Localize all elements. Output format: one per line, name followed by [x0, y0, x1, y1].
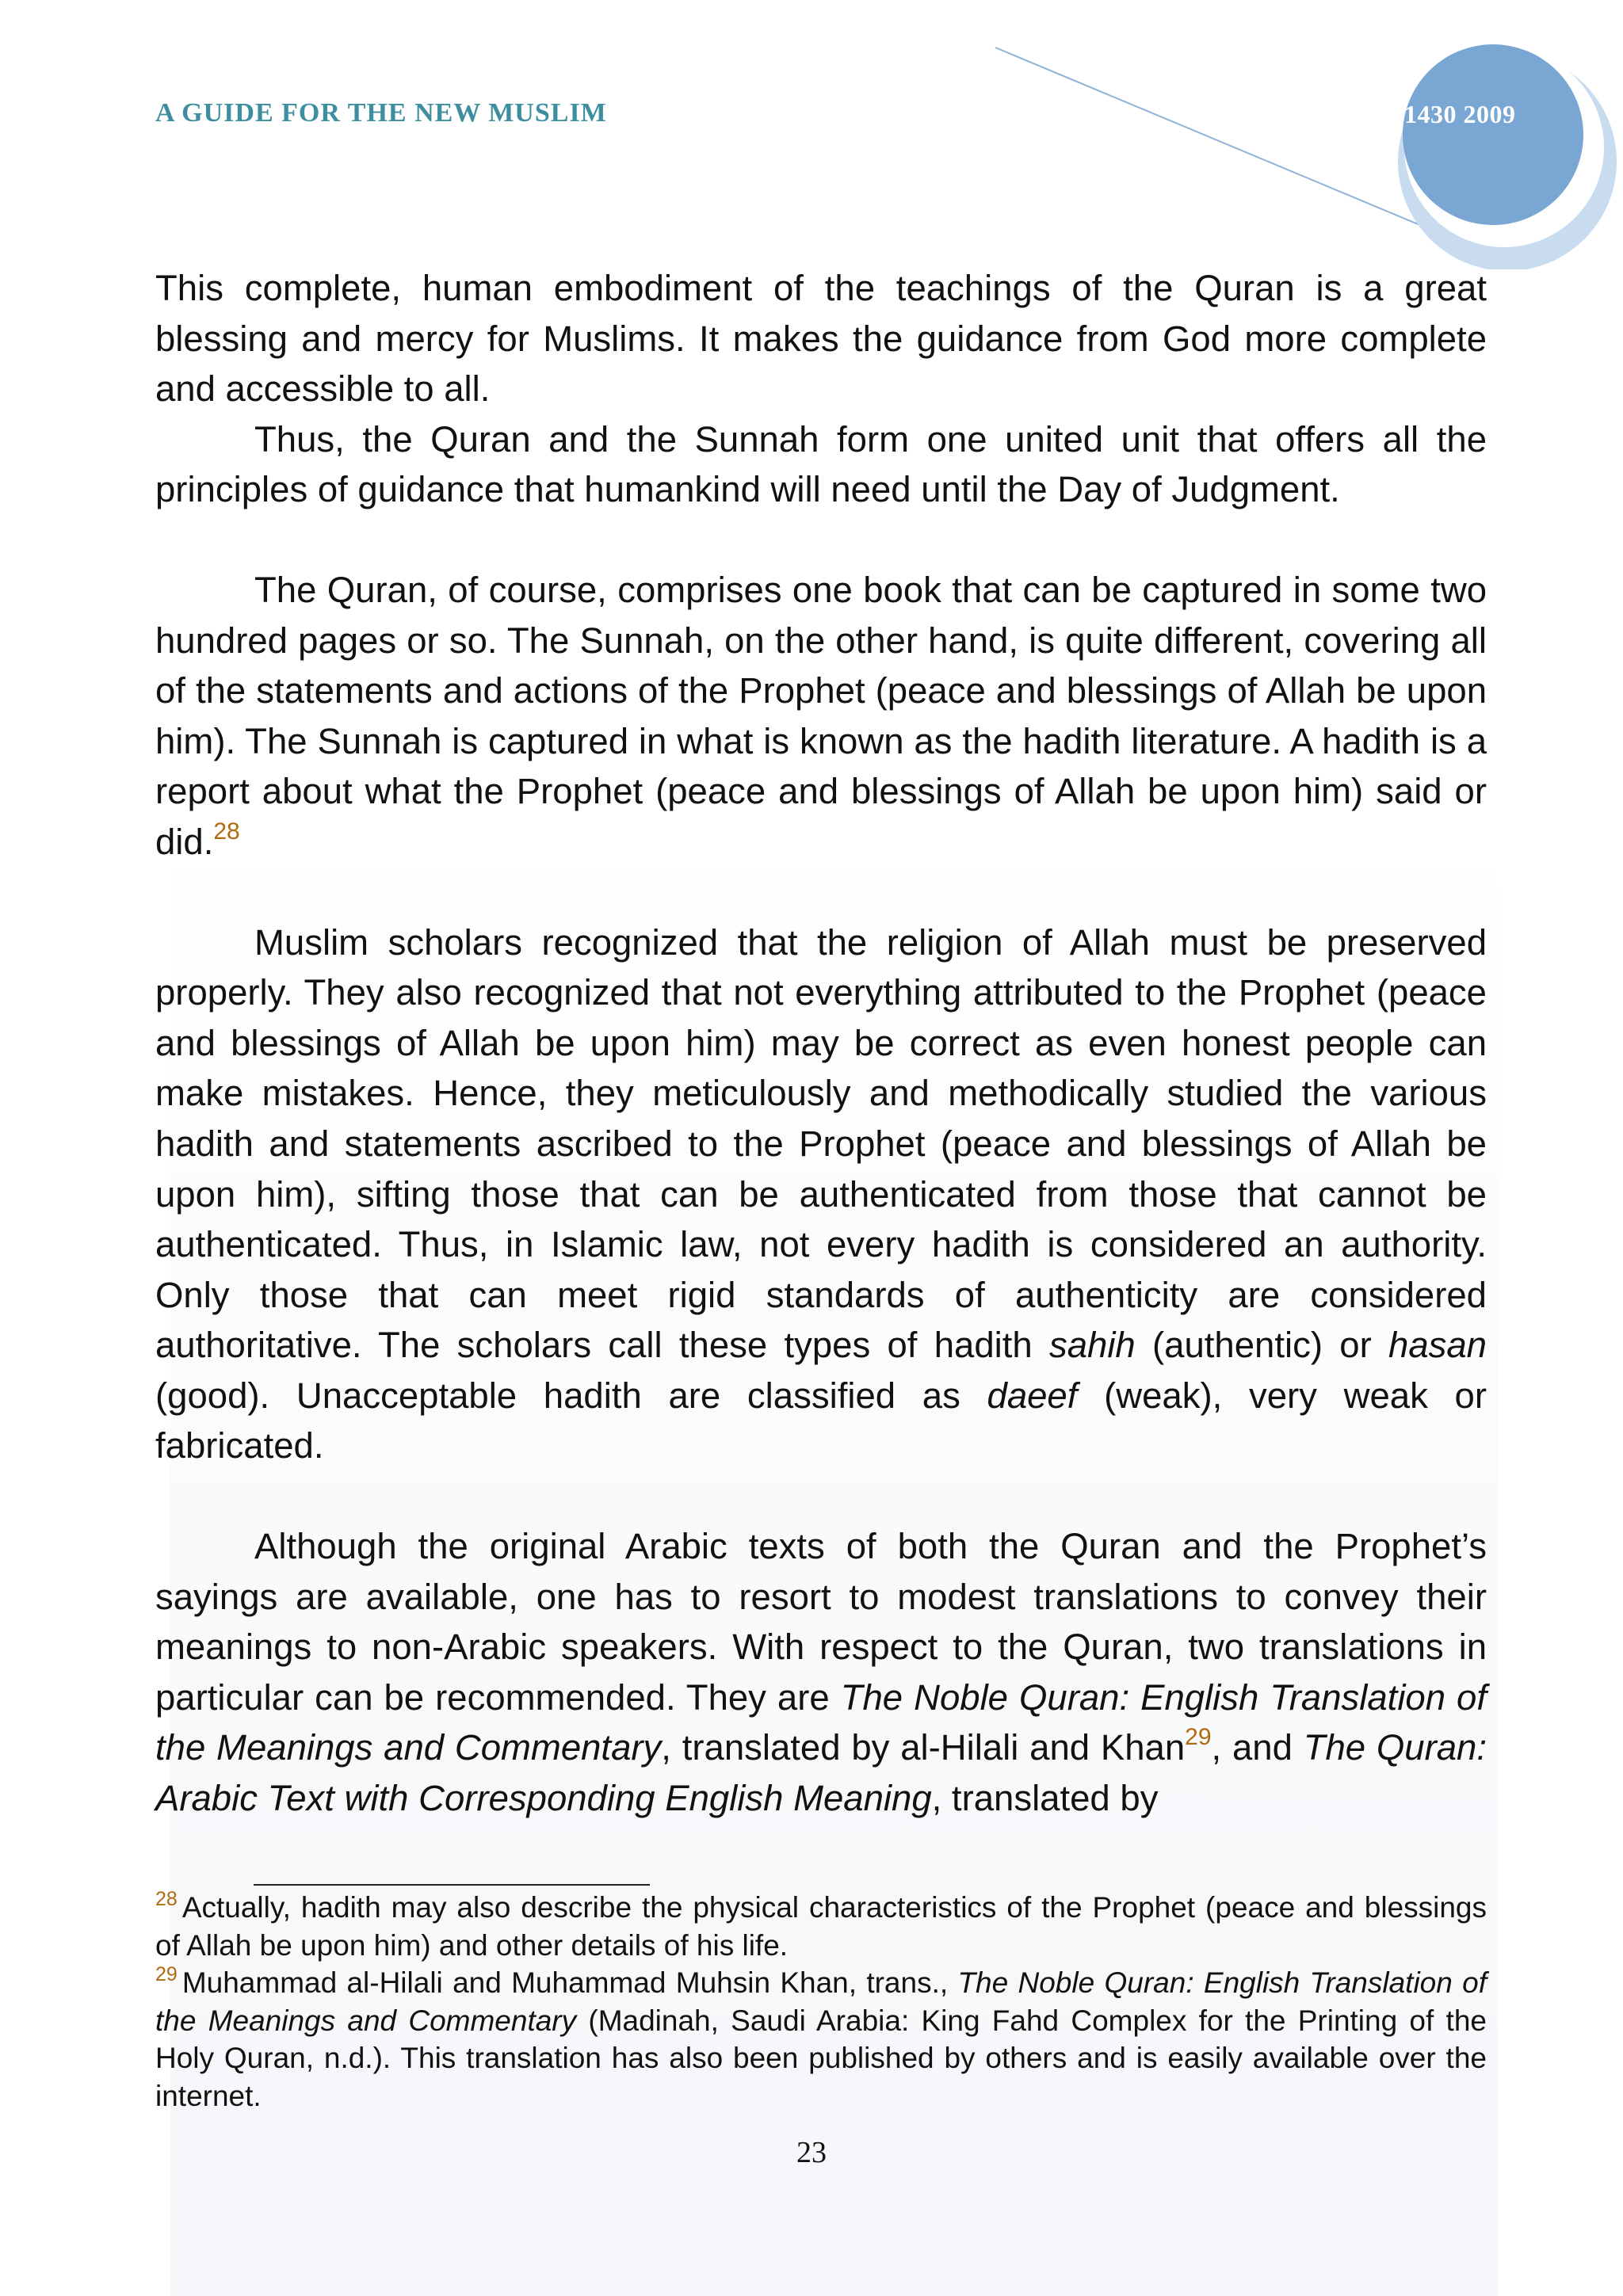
page-body: [155, 263, 1487, 1824]
paragraph-2: Thus, the Quran and the Sunnah form one united unit that offers all the principles of guidance that humankind will need until the Day of Judgment.: [155, 418, 1487, 510]
footnote-28-text: Actually, hadith may also describe the physical characteristics of the Prophet (peace and blessings of Allah be upon him) and other details of his life.: [155, 1891, 1487, 1962]
footnote-29-text-b: (Madinah, Saudi Arabia: King Fahd Complex for the Printing of the Holy Quran, n.d.). This translation has also been published by others and is easily available over the internet.: [155, 2004, 1487, 2112]
paragraph-5-text-d: , translated by: [931, 1778, 1159, 1819]
footnote-28-number: 28: [155, 1888, 178, 1910]
footnote-28: [155, 1889, 1487, 1964]
footnote-ref-28[interactable]: 28: [213, 818, 240, 845]
footnote-29-number: 29: [155, 1963, 178, 1985]
paragraph-5-text-c: , and: [1211, 1727, 1304, 1768]
footnote-29: [155, 1964, 1487, 2115]
paragraph-gap: [155, 868, 1487, 917]
footnotes: [155, 1889, 1487, 2115]
term-daeef: daeef: [987, 1375, 1078, 1416]
footnote-29-book-title: The Noble Quran: English Translation of the Meanings and Commentary: [155, 1966, 1487, 2037]
book-title-quran-arabic-text: The Quran: Arabic Text with Corresponding English Meaning: [155, 1727, 1487, 1819]
paragraph-4-text-b: (authentic) or: [1135, 1325, 1389, 1366]
header-circle-inner: [1403, 44, 1583, 225]
paragraph-4-text-a: Muslim scholars recognized that the religion of Allah must be preserved properly. They also recognized that not everything attributed to the Prophet (peace and blessings of Allah be upon him) may be correct as even honest people can make mistakes. Hence, they meticulously and methodically studied the various hadith and statements ascribed to the Prophet (peace and blessings of Allah be upon him), sifting those that can be authenticated from those that cannot be authenticated. Thus, in Islamic law, not every hadith is considered an authority. Only those that can meet rigid standards of authenticity are considered authoritative. The scholars call these types of hadith: [155, 921, 1487, 1366]
header-year: 1430 2009: [1404, 100, 1516, 128]
footnote-separator: [254, 1884, 650, 1886]
header-diagonal-line: [995, 48, 1450, 238]
paragraph-3-text: The Quran, of course, comprises one book that can be captured in some two hundred pages or so. The Sunnah, on the other hand, is quite different, covering all of the statements and actions of the Prophet (peace and blessings of Allah be upon him). The Sunnah is captured in what is known as the hadith literature. A hadith is a report about what the Prophet (peace and blessings of Allah be upon him) said or did.: [155, 569, 1487, 862]
header-title: A GUIDE FOR THE NEW MUSLIM: [155, 98, 607, 128]
header-decoration: [0, 0, 1623, 269]
paragraph-gap: [155, 515, 1487, 565]
paragraph-4: [155, 917, 1487, 1472]
footnote-29-text-a: Muhammad al-Hilali and Muhammad Muhsin Khan, trans.,: [181, 1966, 958, 1999]
paragraph-5-text-a: Although the original Arabic texts of both the Quran and the Prophet’s sayings are available, one has to resort to modest translations to convey their meanings to non-Arabic speakers. With respect to the Quran, two translations in particular can be recommended. They are: [155, 1526, 1487, 1718]
term-hasan: hasan: [1388, 1325, 1487, 1366]
paragraph-1: This complete, human embodiment of the teachings of the Quran is a great blessing and mercy for Muslims. It makes the guidance from God more complete and accessible to all.: [155, 268, 1487, 410]
paragraph-3: [155, 565, 1487, 868]
page-number: 23: [796, 2136, 827, 2169]
footnote-ref-29[interactable]: 29: [1185, 1724, 1212, 1751]
paragraph-gap: [155, 1471, 1487, 1521]
paragraph-4-text-c: (good). Unacceptable hadith are classified as: [155, 1375, 987, 1416]
term-sahih: sahih: [1048, 1325, 1136, 1366]
paragraph-5: [155, 1521, 1487, 1824]
paragraph-5-text-b: , translated by al-Hilali and Khan: [661, 1727, 1186, 1768]
paragraph-4-text-d: (weak), very weak or fabricated.: [155, 1375, 1487, 1466]
book-title-noble-quran: The Noble Quran: English Translation of the Meanings and Commentary: [155, 1676, 1487, 1768]
